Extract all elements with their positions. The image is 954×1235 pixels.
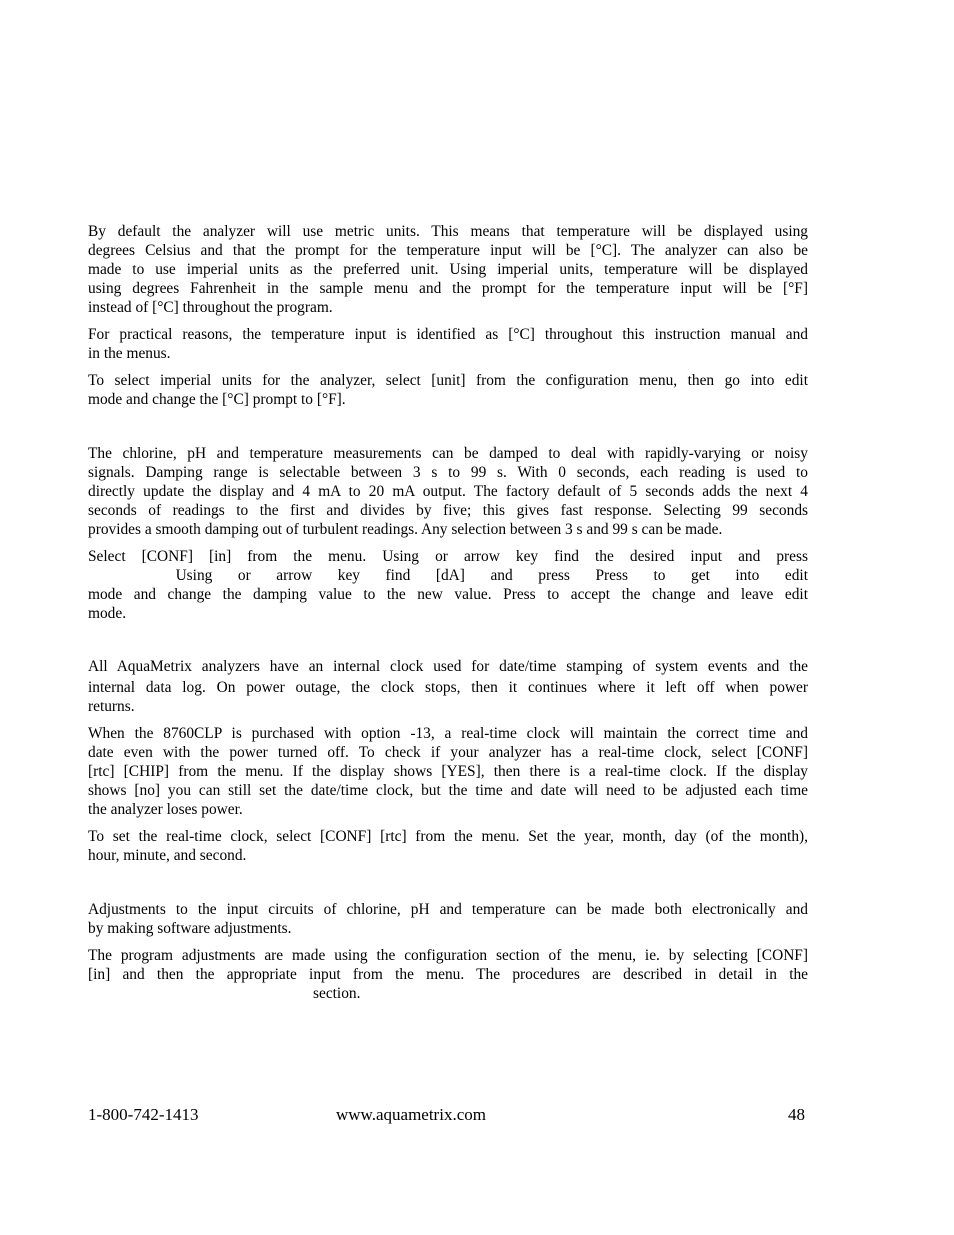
text-line [88,585,808,604]
text-line [88,547,808,566]
text-segment: or [435,548,448,565]
text-line: To select imperial units for the analyzer, select [unit] from the configuration menu, then go into edit [88,372,808,389]
text-line: hour, minute, and second. [88,847,247,864]
text-segment: arrow key find [dA] and press [276,567,570,584]
text-line: using degrees Fahrenheit in the sample menu and the prompt for the temperature input will be [°F] [88,280,808,297]
units-paragraph-1 [88,222,808,317]
units-paragraph-3 [88,371,808,409]
units-paragraph-2 [88,325,808,363]
text-line: directly update the display and 4 mA to 20 mA output. The factory default of 5 seconds adds the next 4 [88,483,808,500]
text-line: returns. [88,698,135,715]
text-segment: Select [CONF] [in] from the menu. Using [88,548,419,565]
text-line: For practical reasons, the temperature input is identified as [°C] throughout this instruction manual and [88,326,808,343]
text-segment: to get into edit [653,567,808,584]
text-segment: mode and change the damping value to the new value. Press [88,586,536,603]
text-line: [in] and then the appropriate input from the menu. The procedures are described in detail in the [88,966,808,983]
text-segment: section. [313,985,361,1002]
text-line: the analyzer loses power. [88,801,243,818]
text-line: To set the real-time clock, select [CONF] [rtc] from the menu. Set the year, month, day (of the month), [88,828,808,845]
damping-paragraph-1 [88,444,808,539]
text-line: by making software adjustments. [88,920,292,937]
text-line: mode and change the [°C] prompt to [°F]. [88,391,346,408]
text-line: degrees Celsius and that the prompt for the temperature input will be [°C]. The analyzer can also be [88,242,808,259]
text-segment: Using [175,567,213,584]
text-line: Adjustments to the input circuits of chlorine, pH and temperature can be made both electronically and [88,901,808,918]
text-line: date even with the power turned off. To check if your analyzer has a real-time clock, select [CONF] [88,744,808,761]
text-line: The chlorine, pH and temperature measurements can be damped to deal with rapidly-varying or noisy [88,445,808,462]
text-line: By default the analyzer will use metric units. This means that temperature will be displayed using [88,223,808,240]
text-line: internal data log. On power outage, the clock stops, then it continues where it left off when power [88,679,808,696]
text-line: made to use imperial units as the preferred unit. Using imperial units, temperature will be displayed [88,261,808,278]
adjust-paragraph-2 [88,946,808,1003]
text-segment: to accept the change and leave edit [547,586,808,603]
clock-paragraph-3 [88,827,808,865]
text-line: mode. [88,605,127,622]
text-segment: arrow key find the desired input and press [463,548,808,565]
adjust-paragraph-1 [88,900,808,938]
text-segment: Press [595,567,628,584]
damping-paragraph-2 [88,547,808,623]
clock-paragraph-1 [88,657,808,716]
text-line: signals. Damping range is selectable between 3 s to 99 s. With 0 seconds, each reading is used to [88,464,808,481]
text-line: The program adjustments are made using the configuration section of the menu, ie. by selecting [CONF] [88,947,808,964]
text-line: instead of [°C] throughout the program. [88,299,333,316]
text-line: seconds of readings to the first and divides by five; this gives fast response. Selecting 99 seconds [88,502,808,519]
text-line [88,566,808,585]
text-line: All AquaMetrix analyzers have an internal clock used for date/time stamping of system events and the [88,658,808,675]
footer-page-number: 48 [788,1105,805,1124]
text-line: When the 8760CLP is purchased with option -13, a real-time clock will maintain the correct time and [88,725,808,742]
footer-phone: 1-800-742-1413 [88,1105,199,1124]
footer-website: www.aquametrix.com [336,1105,486,1124]
text-line [88,984,808,1003]
text-line: shows [no] you can still set the date/time clock, but the time and date will need to be adjusted each time [88,782,808,799]
text-line: [rtc] [CHIP] from the menu. If the display shows [YES], then there is a real-time clock. If the display [88,763,808,780]
text-segment: or [237,567,251,584]
clock-paragraph-2 [88,724,808,819]
text-line: provides a smooth damping out of turbulent readings. Any selection between 3 s and 99 s can be made. [88,521,723,538]
text-line: in the menus. [88,345,171,362]
